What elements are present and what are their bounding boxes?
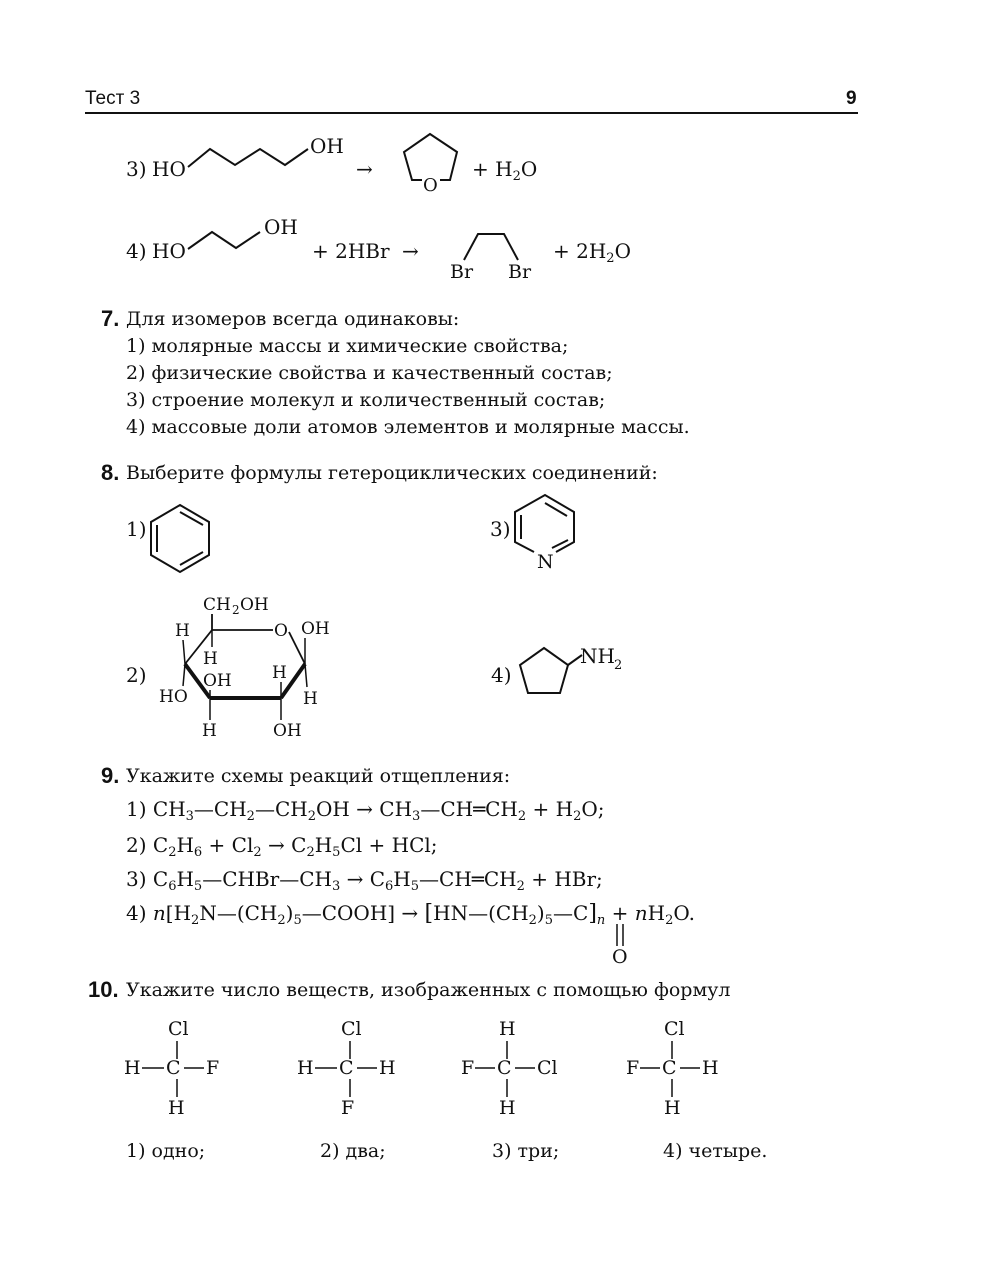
svg-text:F: F xyxy=(626,1057,640,1079)
sugar-ho-left: HO xyxy=(159,687,188,707)
reaction-3-label: 3) xyxy=(126,157,147,181)
benzene-structure xyxy=(148,503,218,573)
reaction-3-reactant-structure xyxy=(150,135,350,180)
dibromoethane-structure xyxy=(450,228,540,283)
svg-text:F: F xyxy=(341,1097,355,1119)
q7-option: 4) массовые доли атомов элементов и молярные массы. xyxy=(126,416,690,438)
q7-option: 1) молярные массы и химические свойства; xyxy=(126,335,569,357)
svg-text:F: F xyxy=(461,1057,475,1079)
svg-text:H: H xyxy=(168,1097,185,1119)
svg-text:H: H xyxy=(124,1057,141,1079)
reaction-4-reactant-structure xyxy=(150,216,310,261)
q8-option-label: 2) xyxy=(126,663,147,687)
svg-text:O: O xyxy=(612,946,628,968)
svg-text:C: C xyxy=(497,1057,512,1079)
halomethane-formula-1 xyxy=(122,1015,232,1120)
reaction-4-reagent: + 2HBr xyxy=(312,239,390,263)
thf-oxygen: O xyxy=(423,175,438,196)
q9-option-1: 1) $CH_3—CH_2—CH_2OH$ → $CH_3—CH═CH_2 + H_2O$; xyxy=(126,797,605,824)
svg-text:H: H xyxy=(379,1057,396,1079)
running-title: Тест 3 xyxy=(85,88,141,109)
carbonyl-oxygen xyxy=(608,922,638,967)
q8-question: Выберите формулы гетероциклических соединений: xyxy=(126,462,658,484)
svg-text:C: C xyxy=(166,1057,181,1079)
q7-option: 3) строение молекул и количественный состав; xyxy=(126,389,606,411)
sugar-oh-right: OH xyxy=(301,619,330,639)
q8-option-label: 1) xyxy=(126,517,147,541)
sugar-oh-bottom: OH xyxy=(273,721,302,741)
sugar-h-right: H xyxy=(303,689,318,709)
glycol-oh: OH xyxy=(264,215,298,239)
bromine-1: Br xyxy=(450,261,474,283)
page-number: 9 xyxy=(846,88,857,109)
q10-question: Укажите число веществ, изображенных с помощью формул xyxy=(126,979,731,1001)
halomethane-formula-4 xyxy=(624,1015,734,1120)
reaction-3-arrow: → xyxy=(356,157,373,181)
q9-option-4: 4) $n[H_2N—(CH_2)_5—COOH]$ → $[HN—(CH_2)_5—C]_n + nH_2O$. xyxy=(126,901,695,928)
sugar-h-inner-top: H xyxy=(203,649,218,669)
thf-ring-structure xyxy=(400,132,470,196)
svg-text:C: C xyxy=(339,1057,354,1079)
q10-option: 2) два; xyxy=(320,1140,386,1162)
glucose-haworth-structure xyxy=(155,592,355,747)
q10-option: 4) четыре. xyxy=(663,1140,768,1162)
q8-option-label: 3) xyxy=(490,517,511,541)
sugar-ch2oh-sub: 2 xyxy=(232,603,240,617)
header-rule xyxy=(85,112,858,114)
q10-number: 10. xyxy=(88,977,119,1002)
halomethane-formula-3 xyxy=(459,1015,574,1120)
cyclopentylamine-structure xyxy=(520,643,630,698)
reactant-oh: OH xyxy=(310,134,344,158)
sugar-h-bottom: H xyxy=(202,721,217,741)
reactant-ho: HO xyxy=(152,157,186,181)
sugar-ch2oh: CH xyxy=(203,595,231,615)
reaction-4-label: 4) xyxy=(126,239,147,263)
q7-question: Для изомеров всегда одинаковы: xyxy=(126,308,460,330)
amine-nh: NH xyxy=(580,644,615,668)
halomethane-formula-2 xyxy=(295,1015,405,1120)
bromine-2: Br xyxy=(508,261,532,283)
reaction-4-arrow: → xyxy=(402,239,419,263)
q9-option-3: 3) $C_6H_5—CHBr—CH_3$ → $C_6H_5—CH═CH_2$ + HBr; xyxy=(126,867,603,894)
svg-text:F: F xyxy=(206,1057,220,1079)
q8-number: 8. xyxy=(101,460,120,485)
svg-text:C: C xyxy=(662,1057,677,1079)
svg-text:H: H xyxy=(499,1018,516,1040)
reaction-3-product: + $H_2O$ xyxy=(472,157,538,184)
q7-option: 2) физические свойства и качественный состав; xyxy=(126,362,613,384)
glycol-ho: HO xyxy=(152,239,186,263)
q9-option-2: 2) $C_2H_6 + Cl_2 \to C_2H_5Cl$ + HCl; xyxy=(126,833,438,860)
sugar-h-left-top: H xyxy=(175,621,190,641)
svg-text:Cl: Cl xyxy=(664,1018,685,1040)
pyridine-nitrogen: N xyxy=(537,551,554,573)
sugar-ch2oh-end: OH xyxy=(240,595,269,615)
svg-text:Cl: Cl xyxy=(537,1057,558,1079)
sugar-oh-inner: OH xyxy=(203,671,232,691)
q10-option: 1) одно; xyxy=(126,1140,206,1162)
svg-text:Cl: Cl xyxy=(168,1018,189,1040)
svg-text:H: H xyxy=(297,1057,314,1079)
q7-number: 7. xyxy=(101,306,120,331)
sugar-ring-oxygen: O xyxy=(274,621,288,641)
pyridine-structure xyxy=(512,495,582,575)
svg-text:H: H xyxy=(702,1057,719,1079)
q9-question: Укажите схемы реакций отщепления: xyxy=(126,765,511,787)
amine-sub: 2 xyxy=(614,658,623,673)
reaction-4-product: + $2H_2O$ xyxy=(553,239,631,266)
q9-number: 9. xyxy=(101,763,120,788)
q10-option: 3) три; xyxy=(492,1140,560,1162)
sugar-h-inner-right: H xyxy=(272,663,287,683)
svg-text:H: H xyxy=(499,1097,516,1119)
svg-text:H: H xyxy=(664,1097,681,1119)
svg-text:Cl: Cl xyxy=(341,1018,362,1040)
q8-option-label: 4) xyxy=(491,663,512,687)
